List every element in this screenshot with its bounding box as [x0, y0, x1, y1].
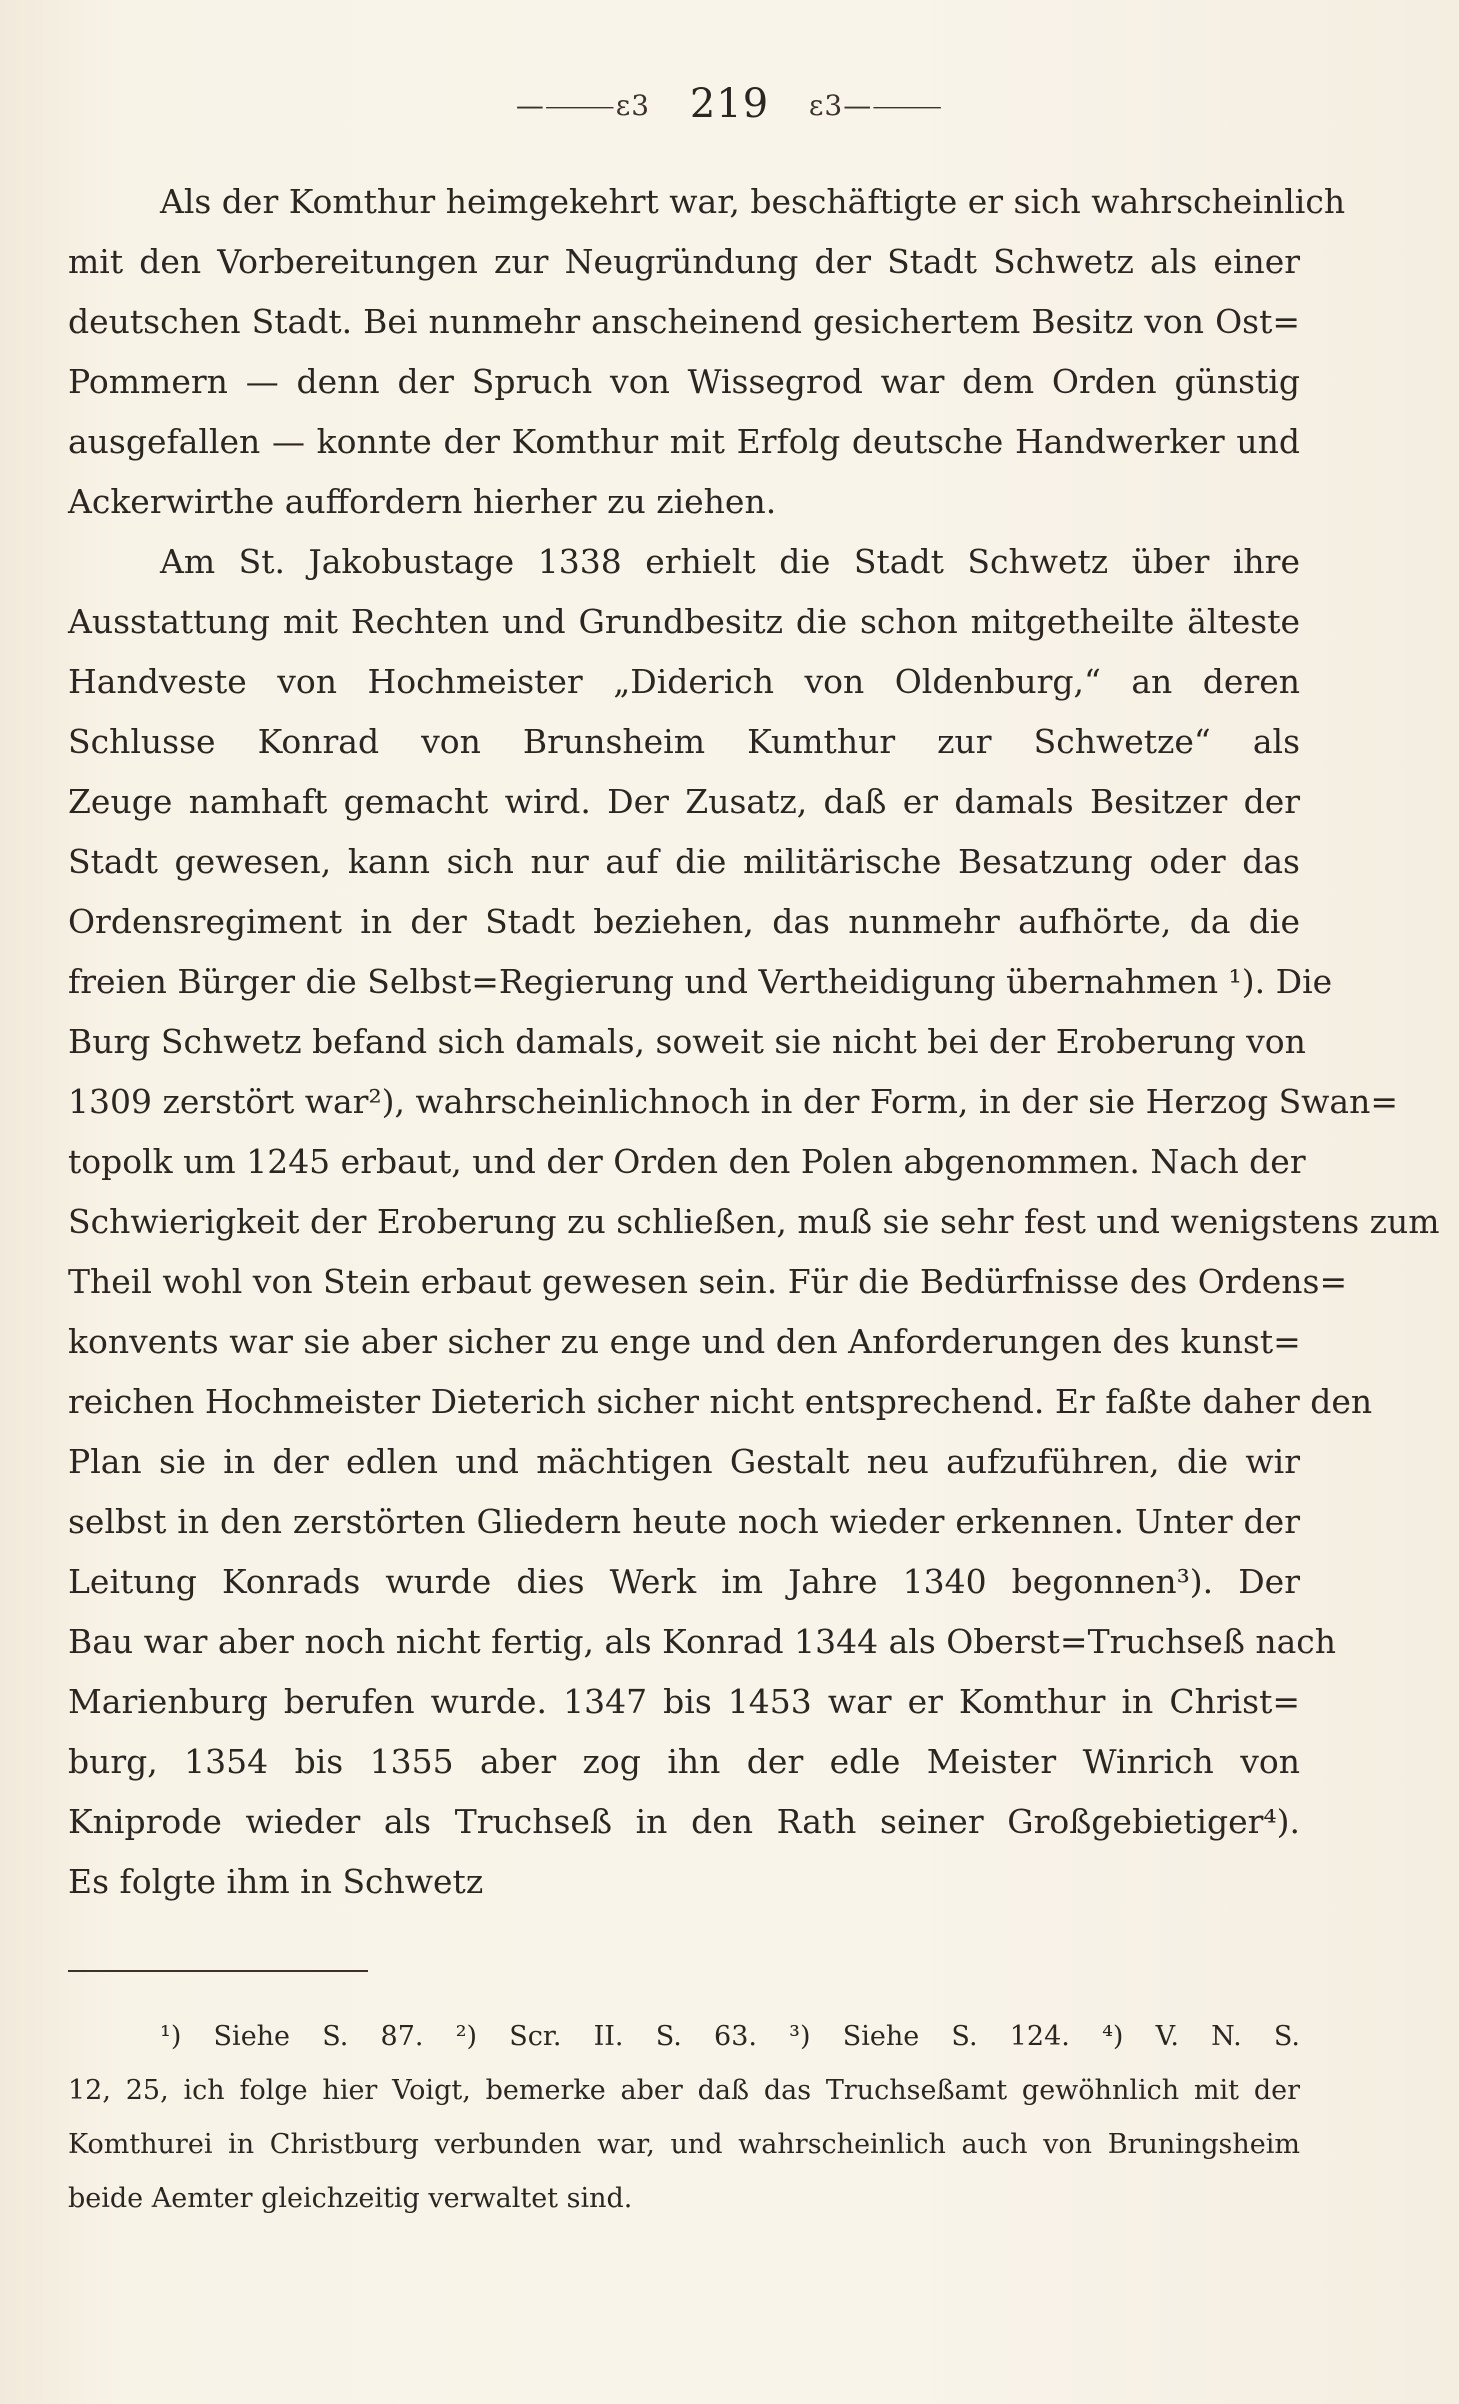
footnote-divider	[68, 1970, 368, 1972]
text-line: topolk um 1245 erbaut, und der Orden den Polen abgenommen. Nach der	[68, 1142, 1306, 1181]
text-line: Schwierigkeit der Eroberung zu schließen, muß sie sehr fest und wenigstens zum	[68, 1202, 1440, 1241]
text-line: reichen Hochmeister Dieterich sicher nicht entsprechend. Er faßte daher den	[68, 1382, 1373, 1421]
footnote-line: ¹) Siehe S. 87. ²) Scr. II. S. 63. ³) Siehe S. 124. ⁴) V. N. S.	[160, 2021, 1300, 2052]
text-line: 1309 zerstört war²), wahrscheinlichnoch in der Form, in der sie Herzog Swan=	[68, 1082, 1399, 1121]
text-line: selbst in den zerstörten Gliedern heute noch wieder erkennen. Unter der	[68, 1502, 1300, 1541]
text-line: Handveste von Hochmeister „Diderich von Oldenburg,“ an deren	[68, 662, 1300, 701]
footnote-line: 12, 25, ich folge hier Voigt, bemerke aber daß das Truchseßamt gewöhnlich mit der	[68, 2075, 1300, 2106]
text-line: Am St. Jakobustage 1338 erhielt die Stadt Schwetz über ihre	[160, 542, 1300, 581]
text-line: burg, 1354 bis 1355 aber zog ihn der edle Meister Winrich von	[68, 1742, 1300, 1781]
footnotes	[68, 2010, 1300, 2226]
text-line: Bau war aber noch nicht fertig, als Konrad 1344 als Oberst=Truchseß nach	[68, 1622, 1337, 1661]
text-line: Theil wohl von Stein erbaut gewesen sein. Für die Bedürfnisse des Ordens=	[68, 1262, 1348, 1301]
main-text	[68, 172, 1440, 1912]
text-line: Ackerwirthe auffordern hierher zu ziehen.	[68, 482, 777, 521]
text-line: Es folgte ihm in Schwetz	[68, 1862, 484, 1901]
text-line: mit den Vorbereitungen zur Neugründung der Stadt Schwetz als einer	[68, 242, 1300, 281]
header-ornament-left: —⸻ɛ3	[515, 89, 651, 122]
running-header	[0, 78, 1459, 127]
text-line: freien Bürger die Selbst=Regierung und Vertheidigung übernahmen ¹). Die	[68, 962, 1333, 1001]
text-line: Stadt gewesen, kann sich nur auf die militärische Besatzung oder das	[68, 842, 1300, 881]
text-line: Plan sie in der edlen und mächtigen Gestalt neu aufzuführen, die wir	[68, 1442, 1300, 1481]
text-line: Kniprode wieder als Truchseß in den Rath seiner Großgebietiger⁴).	[68, 1802, 1300, 1841]
text-line: Leitung Konrads wurde dies Werk im Jahre 1340 begonnen³). Der	[68, 1562, 1300, 1601]
text-line: Schlusse Konrad von Brunsheim Kumthur zur Schwetze“ als	[68, 722, 1300, 761]
text-line: Pommern — denn der Spruch von Wissegrod war dem Orden günstig	[68, 362, 1300, 401]
text-line: deutschen Stadt. Bei nunmehr anscheinend gesichertem Besitz von Ost=	[68, 302, 1300, 341]
header-ornament-right: ɛ3—⸻	[808, 89, 944, 122]
text-line: Ausstattung mit Rechten und Grundbesitz die schon mitgetheilte älteste	[68, 602, 1300, 641]
text-line: Burg Schwetz befand sich damals, soweit sie nicht bei der Eroberung von	[68, 1022, 1306, 1061]
footnote-line: Komthurei in Christburg verbunden war, und wahrscheinlich auch von Bruningsheim	[68, 2129, 1300, 2160]
text-line: ausgefallen — konnte der Komthur mit Erfolg deutsche Handwerker und	[68, 422, 1300, 461]
page-number: 219	[689, 81, 770, 127]
text-line: Ordensregiment in der Stadt beziehen, das nunmehr aufhörte, da die	[68, 902, 1300, 941]
text-line: Marienburg berufen wurde. 1347 bis 1453 war er Komthur in Christ=	[68, 1682, 1300, 1721]
footnote-line: beide Aemter gleichzeitig verwaltet sind.	[68, 2183, 633, 2214]
text-line: Als der Komthur heimgekehrt war, beschäftigte er sich wahrscheinlich	[160, 182, 1346, 221]
text-line: konvents war sie aber sicher zu enge und den Anforderungen des kunst=	[68, 1322, 1301, 1361]
text-line: Zeuge namhaft gemacht wird. Der Zusatz, daß er damals Besitzer der	[68, 782, 1300, 821]
